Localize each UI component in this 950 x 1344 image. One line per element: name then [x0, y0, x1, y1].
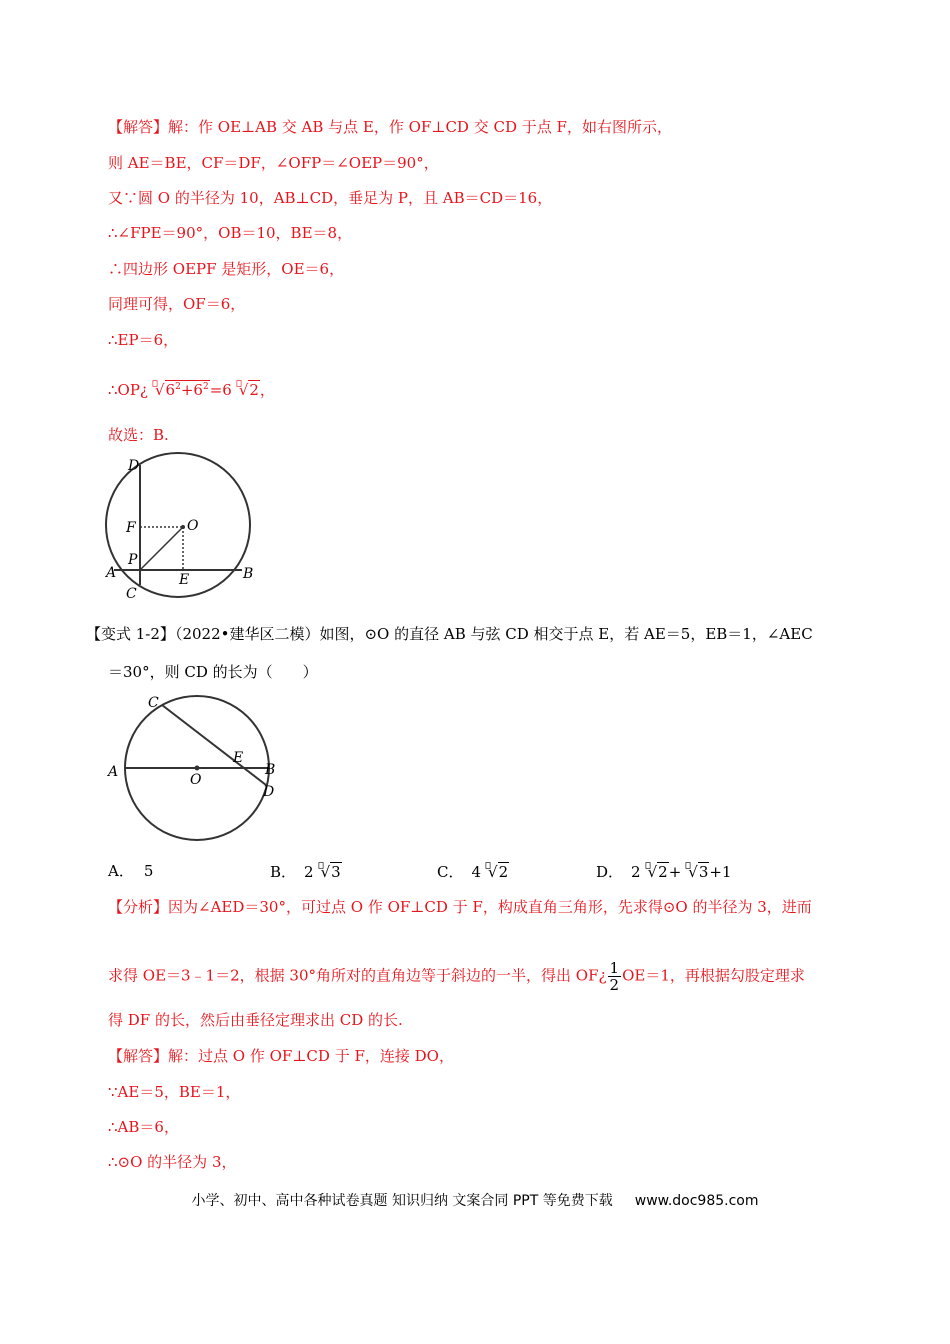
figure2-circle-diagram — [100, 690, 290, 850]
option-b[interactable]: B． 2 √3 — [270, 863, 341, 881]
label-p: P — [128, 552, 138, 568]
center-o — [181, 525, 185, 529]
solution2-line3: ∴AB＝6， — [108, 1118, 179, 1136]
solution1-line7: ∴EP＝6， — [108, 331, 179, 349]
label-d: D — [263, 784, 275, 800]
solution-tag: 【解答】 — [108, 118, 169, 136]
label-b: B — [265, 762, 276, 778]
label-d: D — [128, 458, 140, 474]
page-footer — [0, 1190, 950, 1210]
option-c[interactable]: C． 4 √2 — [437, 863, 509, 881]
option-a[interactable]: A． 5 — [108, 862, 154, 880]
solution1-line1: 【解答】解：作 OE⊥AB 交 AB 与点 E，作 OF⊥CD 交 CD 于点 F，如右图所示， — [108, 118, 672, 136]
solution-tag: 【解答】 — [108, 1047, 169, 1065]
label-o: O — [187, 518, 199, 534]
variant-line2: ＝30°，则 CD 的长为（ ） — [108, 663, 318, 681]
analysis-tag: 【分析】 — [108, 898, 169, 916]
chord-cd — [162, 705, 266, 785]
solution1-line2: 则 AE＝BE，CF＝DF，∠OFP＝∠OEP＝90°， — [108, 154, 439, 172]
label-c: C — [126, 586, 137, 602]
solution2-line2: ∵AE＝5，BE＝1， — [108, 1083, 241, 1101]
label-b: B — [243, 566, 254, 582]
label-o: O — [190, 772, 202, 788]
analysis-line3: 得 DF 的长，然后由垂径定理求出 CD 的长. — [108, 1011, 403, 1029]
variant-tag: 【变式 1-2】 — [86, 625, 175, 643]
solution1-line5: ∴四边形 OEPF 是矩形，OE＝6， — [108, 260, 345, 278]
footer-text: 小学、初中、高中各种试卷真题 知识归纳 文案合同 PPT 等免费下载 — [191, 1193, 613, 1209]
solution1-line6: 同理可得，OF＝6， — [108, 295, 246, 313]
label-a: A — [106, 565, 117, 581]
segment-op — [140, 527, 183, 570]
label-a: A — [108, 764, 119, 780]
center-o — [195, 766, 200, 771]
solution1-line3: 又∵圆 O 的半径为 10，AB⊥CD，垂足为 P，且 AB＝CD＝16， — [108, 189, 553, 207]
option-d[interactable]: D． 2 √2+ √3+1 — [596, 863, 732, 881]
solution2-line1: 【解答】解：过点 O 作 OF⊥CD 于 F，连接 DO， — [108, 1047, 454, 1065]
solution2-line4: ∴⊙O 的半径为 3， — [108, 1153, 237, 1171]
variant-line1: 【变式 1-2】（2022•建华区二模）如图，⊙O 的直径 AB 与弦 CD 相交于点 E，若 AE＝5，EB＝1，∠AEC — [86, 625, 813, 643]
figure1-circle-diagram — [100, 450, 270, 610]
footer-url[interactable]: www.doc985.com — [634, 1193, 759, 1209]
analysis-line1: 【分析】因为∠AED＝30°，可过点 O 作 OF⊥CD 于 F，构成直角三角形，先求得⊙O 的半径为 3，进而 — [108, 898, 812, 916]
solution1-line8-formula: ∴OP¿ $√6^2+6^2=6$ √2， — [108, 381, 275, 399]
label-f: F — [126, 520, 136, 536]
label-e: E — [179, 572, 190, 588]
solution1-answer: 故选：B. — [108, 426, 169, 444]
label-e: E — [233, 750, 244, 766]
solution1-line4: ∴∠FPE＝90°，OB＝10，BE＝8， — [108, 224, 353, 242]
label-c: C — [148, 695, 159, 711]
analysis-line2: 求得 OE＝3﹣1＝2，根据 30°角所对的直角边等于斜边的一半，得出 OF¿ $\frac{1}{2}$ OE＝1，再根据勾股定理求 — [108, 959, 805, 994]
